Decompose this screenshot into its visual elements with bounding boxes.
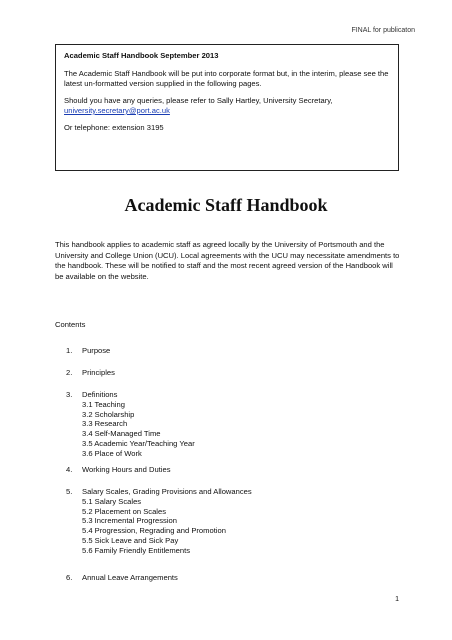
toc-item-number: 1. — [66, 346, 73, 355]
toc-subitem: 5.4 Progression, Regrading and Promotion — [82, 526, 226, 536]
toc-item-number: 6. — [66, 573, 73, 582]
toc-item-label: Working Hours and Duties — [82, 465, 171, 474]
toc-subitem: 3.1 Teaching — [82, 399, 125, 409]
notice-paragraph: The Academic Staff Handbook will be put into corporate format but, in the interim, please see the latest un-formatted version supplied in the following pages. — [64, 69, 389, 88]
header-note: FINAL for publicaton — [351, 27, 415, 34]
notice-query-paragraph — [64, 96, 390, 116]
toc-item — [66, 465, 171, 475]
notice-telephone: Or telephone: extension 3195 — [64, 123, 164, 132]
email-link[interactable]: university.secretary@port.ac.uk — [64, 106, 170, 115]
toc-subitem: 3.2 Scholarship — [82, 409, 135, 419]
toc-item-label: Principles — [82, 368, 115, 377]
toc-item — [66, 390, 117, 400]
intro-paragraph: This handbook applies to academic staff as agreed locally by the University of Portsmouth and the University and College Union (UCU). Local agreements with the UCU may necessitate amendments to the handbook. These will be notified to staff and the most recent agreed version of the Handbook will be available on the website. — [55, 240, 400, 281]
toc-subitem: 5.5 Sick Leave and Sick Pay — [82, 536, 179, 545]
toc-subitem: 3.3 Research — [82, 419, 128, 429]
toc-item — [66, 573, 178, 583]
toc-subitem: 5.3 Incremental Progression — [82, 516, 177, 526]
contents-label: Contents — [55, 320, 86, 329]
page-number: 1 — [395, 596, 399, 603]
toc-item — [66, 487, 252, 497]
toc-item-label: Definitions — [82, 390, 118, 399]
notice-box — [55, 44, 399, 171]
toc-subitem: 3.6 Place of Work — [82, 448, 142, 458]
toc-subitem: 5.6 Family Friendly Entitlements — [82, 545, 191, 555]
toc-subitem: 5.2 Placement on Scales — [82, 506, 167, 516]
toc-subitem: 3.4 Self-Managed Time — [82, 429, 161, 439]
toc-item-label: Salary Scales, Grading Provisions and Allowances — [82, 487, 252, 496]
toc-item — [66, 346, 110, 356]
toc-item-number: 3. — [66, 390, 73, 399]
toc-item-number: 4. — [66, 465, 73, 474]
document-title: Academic Staff Handbook — [124, 195, 328, 215]
notice-title: Academic Staff Handbook September 2013 — [64, 51, 219, 60]
toc-item-number: 2. — [66, 368, 73, 377]
toc-item — [66, 368, 115, 378]
notice-query-text: Should you have any queries, please refer to Sally Hartley, University Secretary, — [64, 96, 333, 105]
toc-item-label: Annual Leave Arrangements — [82, 573, 178, 582]
toc-subitem: 3.5 Academic Year/Teaching Year — [82, 439, 195, 448]
toc-subitem: 5.1 Salary Scales — [82, 496, 142, 506]
toc-item-number: 5. — [66, 487, 73, 496]
toc-item-label: Purpose — [82, 346, 111, 355]
